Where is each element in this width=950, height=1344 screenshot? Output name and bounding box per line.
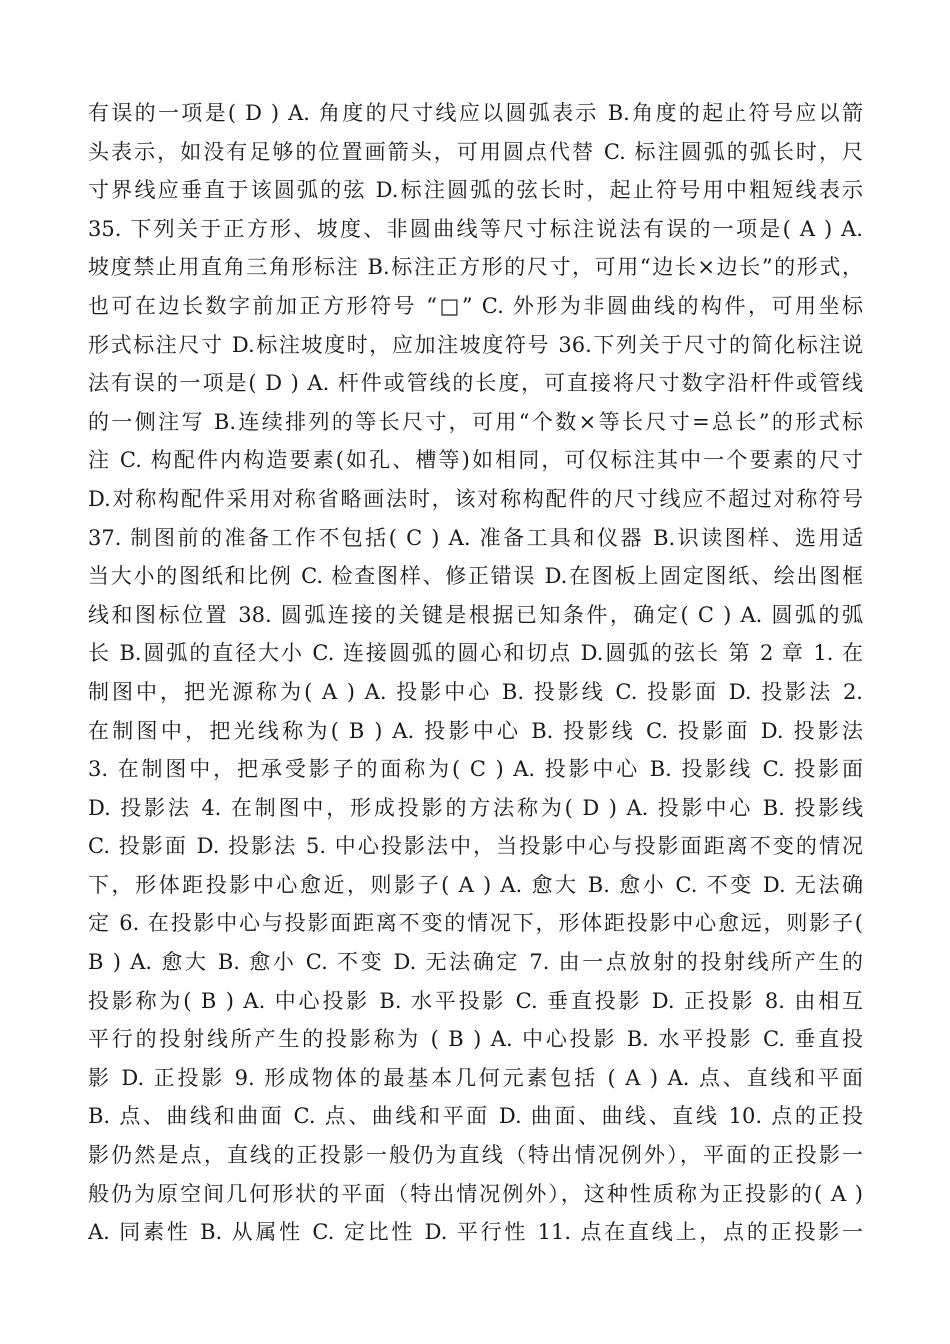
text-line: 长 B.圆弧的直径大小 C. 连接圆弧的圆心和切点 D.圆弧的弦长 第 2 章 1. 在	[88, 641, 863, 666]
text-line: 平行的投射线所产生的投影称为 ( B ) A. 中心投影 B. 水平投影 C. 垂直投	[88, 1027, 863, 1052]
text-line: 法有误的一项是( D ) A. 杆件或管线的长度，可直接将尺寸数字沿杆件或管线	[88, 371, 863, 396]
text-line: 定 6. 在投影中心与投影面距离不变的情况下，形体距投影中心愈远，则影子(	[88, 911, 863, 936]
text-line: C. 投影面 D. 投影法 5. 中心投影法中，当投影中心与投影面距离不变的情况	[88, 834, 863, 859]
text-line: 寸界线应垂直于该圆弧的弦 D.标注圆弧的弦长时，起止符号用中粗短线表示	[88, 178, 863, 203]
text-line: 注 C. 构配件内构造要素(如孔、槽等)如相同，可仅标注其中一个要素的尺寸	[88, 448, 863, 473]
text-line: 下，形体距投影中心愈近，则影子( A ) A. 愈大 B. 愈小 C. 不变 D. 无法确	[88, 872, 863, 897]
text-line: 头表示，如没有足够的位置画箭头，可用圆点代替 C. 标注圆弧的弧长时，尺	[88, 139, 863, 164]
text-line: 形式标注尺寸 D.标注坡度时，应加注坡度符号 36.下列关于尺寸的简化标注说	[88, 332, 863, 357]
text-line: 也可在边长数字前加正方形符号 “□” C. 外形为非圆曲线的构件，可用坐标	[88, 293, 863, 318]
text-line: 投影称为( B ) A. 中心投影 B. 水平投影 C. 垂直投影 D. 正投影 8. 由相互	[88, 988, 863, 1013]
text-line: 有误的一项是( D ) A. 角度的尺寸线应以圆弧表示 B.角度的起止符号应以箭	[88, 101, 863, 125]
text-line: 35. 下列关于正方形、坡度、非圆曲线等尺寸标注说法有误的一项是( A ) A.	[88, 216, 863, 241]
text-line: A. 同素性 B. 从属性 C. 定比性 D. 平行性 11. 点在直线上，点的正投影一	[88, 1220, 863, 1245]
text-line: 37. 制图前的准备工作不包括( C ) A. 准备工具和仪器 B.识读图样、选用适	[88, 525, 863, 550]
text-line: 的一侧注写 B.连续排列的等长尺寸，可用“个数×等长尺寸=总长”的形式标	[88, 409, 863, 434]
document-body	[88, 94, 863, 1252]
text-line: 制图中，把光源称为( A ) A. 投影中心 B. 投影线 C. 投影面 D. 投影法 2.	[88, 679, 863, 704]
text-line: D. 投影法 4. 在制图中，形成投影的方法称为( D ) A. 投影中心 B. 投影线	[88, 795, 863, 820]
text-line: 影仍然是点，直线的正投影一般仍为直线（特出情况例外），平面的正投影一	[88, 1143, 863, 1168]
text-line: D.对称构配件采用对称省略画法时，该对称构配件的尺寸线应不超过对称符号	[88, 486, 863, 511]
text-line: 线和图标位置 38. 圆弧连接的关键是根据已知条件，确定( C ) A. 圆弧的弧	[88, 602, 863, 627]
text-line: 当大小的图纸和比例 C. 检查图样、修正错误 D.在图板上固定图纸、绘出图框	[88, 564, 863, 589]
text-line: B ) A. 愈大 B. 愈小 C. 不变 D. 无法确定 7. 由一点放射的投射线所产生的	[88, 950, 863, 975]
text-line: 3. 在制图中，把承受影子的面称为( C ) A. 投影中心 B. 投影线 C. 投影面	[88, 757, 863, 782]
text-line: 在制图中，把光线称为( B ) A. 投影中心 B. 投影线 C. 投影面 D. 投影法	[88, 718, 863, 743]
text-line: B. 点、曲线和曲面 C. 点、曲线和平面 D. 曲面、曲线、直线 10. 点的正投	[88, 1104, 863, 1129]
text-line: 影 D. 正投影 9. 形成物体的最基本几何元素包括 ( A ) A. 点、直线和平面	[88, 1065, 863, 1090]
text-line: 般仍为原空间几何形状的平面（特出情况例外），这种性质称为正投影的( A )	[88, 1181, 863, 1206]
text-line: 坡度禁止用直角三角形标注 B.标注正方形的尺寸，可用“边长×边长”的形式，	[88, 255, 863, 280]
